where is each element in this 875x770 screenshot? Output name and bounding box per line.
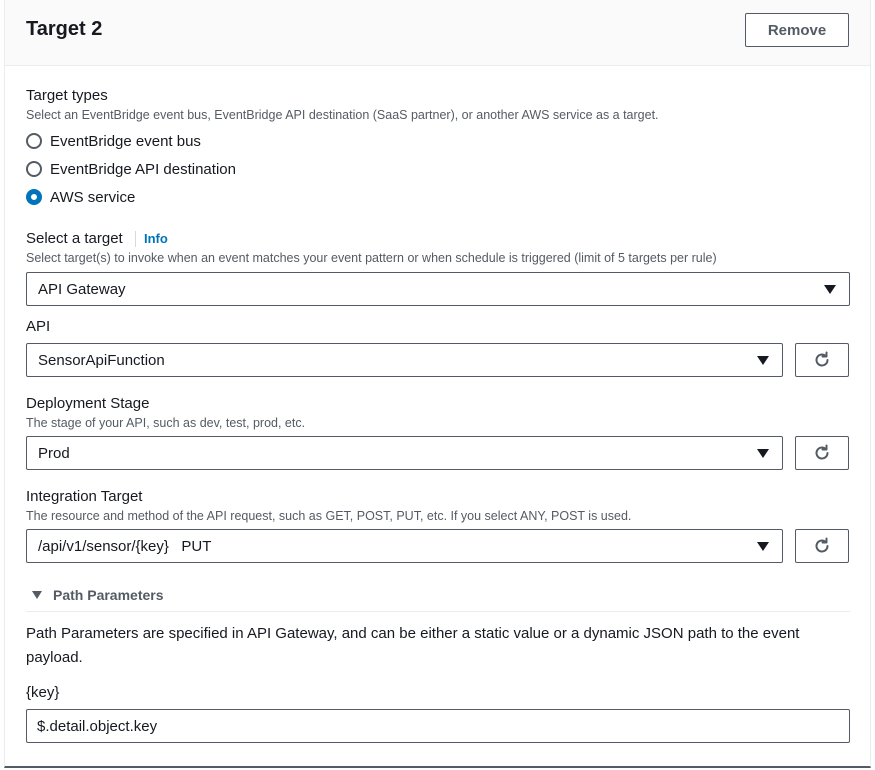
select-target-description: Select target(s) to invoke when an event matches your event pattern or when schedule is triggered (limit of 5 targets per rule) [26,251,717,265]
deployment-stage-label: Deployment Stage [26,395,150,412]
caret-down-icon [757,449,769,458]
radio-label: EventBridge API destination [50,160,236,178]
input-value: $.detail.object.key [37,717,158,735]
key-param-label: {key} [26,684,60,701]
panel-title: Target 2 [26,18,103,40]
path-parameters-description: Path Parameters are specified in API Gateway, and can be either a static value or a dynamic JSON path to the event payload. [26,625,800,666]
api-refresh-button[interactable] [795,343,849,377]
integration-target-description: The resource and method of the API request, such as GET, POST, PUT, etc. If you select ANY, POST is used. [26,509,632,523]
select-value: /api/v1/sensor/{key} PUT [38,537,212,555]
panel-header [5,0,870,66]
key-param-input[interactable] [26,709,850,743]
remove-button[interactable]: Remove [745,13,849,47]
deployment-stage-select[interactable] [26,436,783,470]
refresh-icon [812,350,832,370]
integration-target-label: Integration Target [26,488,143,505]
api-select[interactable] [26,343,783,377]
target-service-select[interactable] [26,272,850,306]
stage-refresh-button[interactable] [795,436,849,470]
radio-button-checked[interactable] [26,189,42,205]
caret-down-icon [32,591,42,599]
integration-target-select[interactable] [26,529,783,563]
info-separator [135,231,136,247]
select-value: API Gateway [38,280,126,298]
refresh-icon [812,536,832,556]
deployment-stage-description: The stage of your API, such as dev, test, prod, etc. [26,416,306,430]
radio-button[interactable] [26,161,42,177]
radio-eventbridge-event-bus[interactable] [26,131,201,151]
radio-aws-service[interactable] [26,187,135,207]
target-types-label: Target types [26,87,108,104]
radio-button[interactable] [26,133,42,149]
radio-label: AWS service [50,188,136,206]
caret-down-icon [757,356,769,365]
select-value: SensorApiFunction [38,351,165,369]
caret-down-icon [824,285,836,294]
info-link[interactable]: Info [144,231,168,246]
divider [26,611,850,612]
api-label: API [26,318,51,335]
select-value: Prod [38,444,70,462]
path-parameters-expander[interactable] [32,585,164,605]
select-target-label: Select a target [26,230,123,247]
target-types-description: Select an EventBridge event bus, EventBridge API destination (SaaS partner), or another AWS service as a target. [26,108,659,122]
target-panel [4,0,871,768]
radio-label: EventBridge event bus [50,132,201,150]
path-parameters-title: Path Parameters [53,587,164,603]
integration-refresh-button[interactable] [795,529,849,563]
refresh-icon [812,443,832,463]
caret-down-icon [757,542,769,551]
radio-eventbridge-api-destination[interactable] [26,159,236,179]
